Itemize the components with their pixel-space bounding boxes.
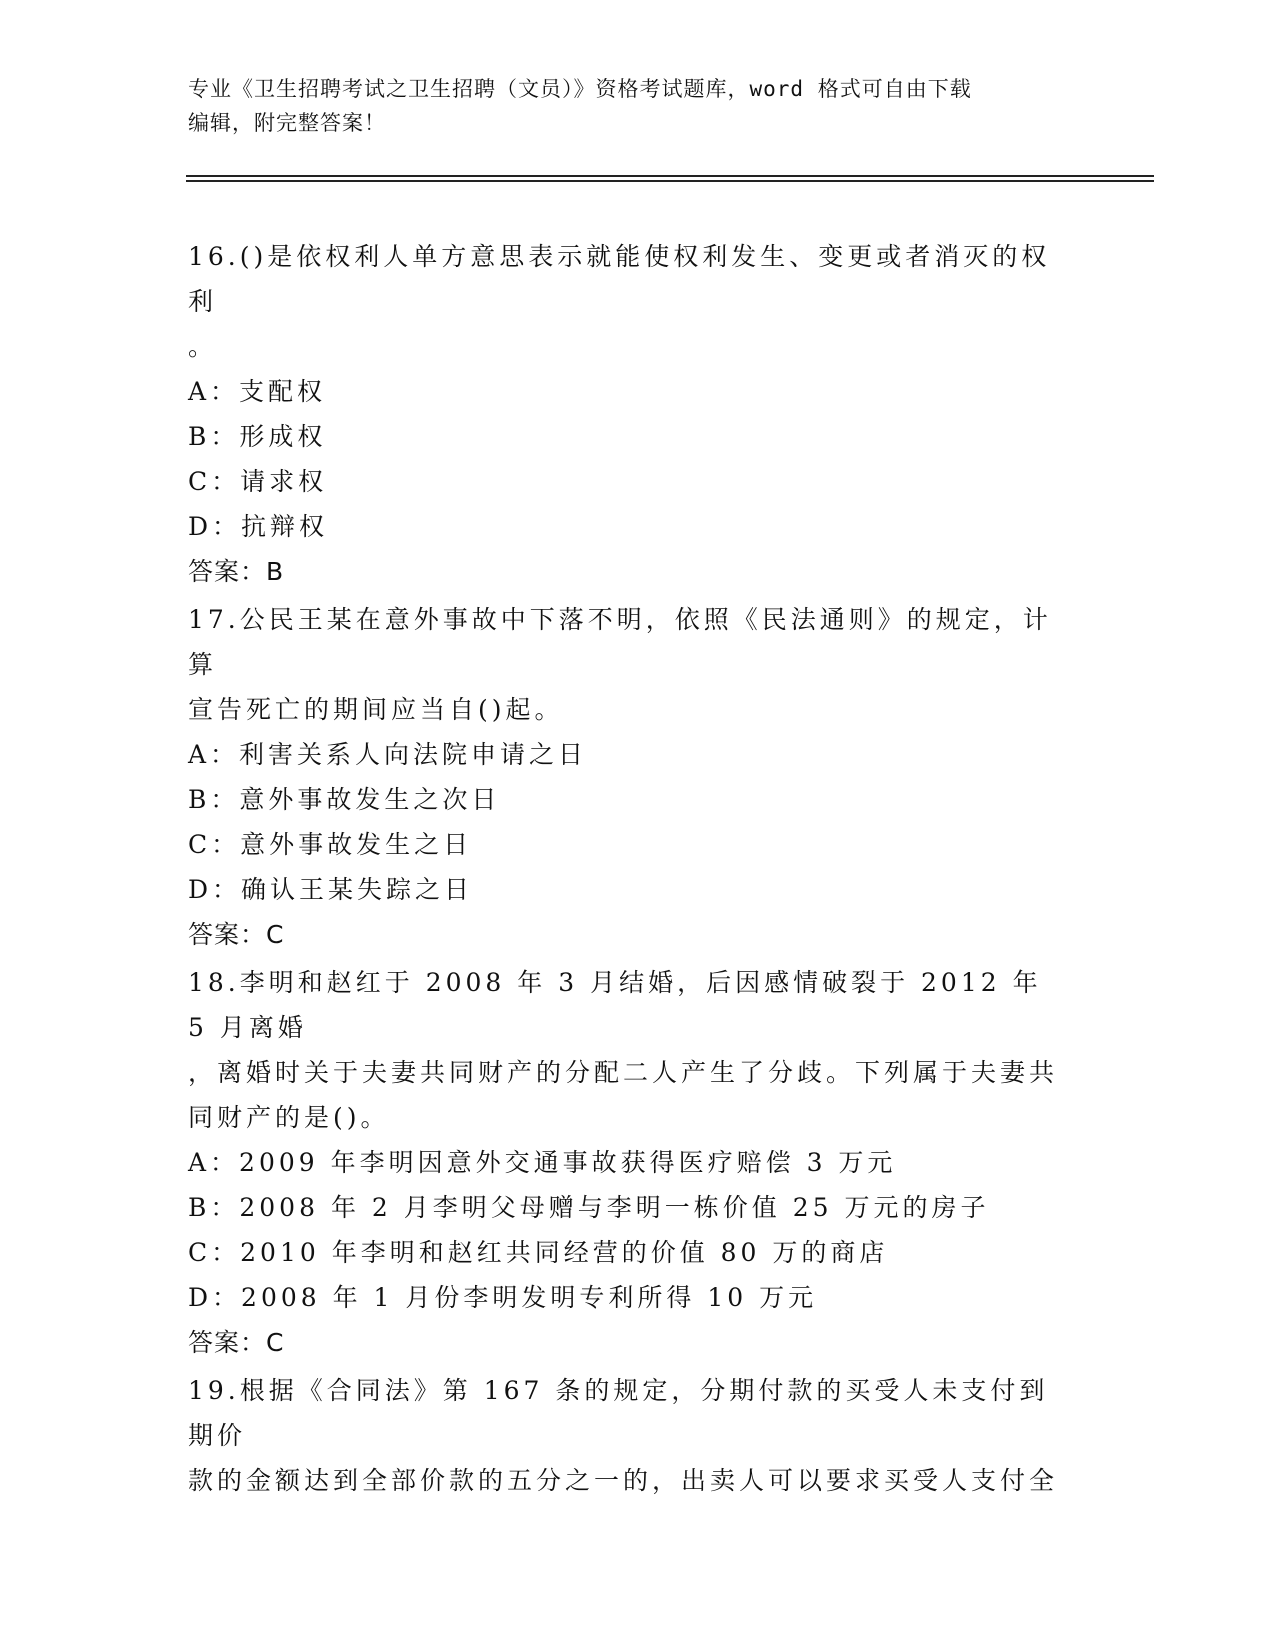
option-a: A：支配权 [188,377,327,406]
question-18 [188,960,1068,1365]
answer: 答案：C [188,920,285,949]
question-stem-line: 宣告死亡的期间应当自()起。 [188,695,564,724]
question-stem-line: 19.根据《合同法》第 167 条的规定，分期付款的买受人未支付到期价 [188,1376,1049,1450]
option-d: D：抗辩权 [188,512,329,541]
header-divider-top [186,175,1154,177]
question-stem-line: 款的金额达到全部价款的五分之一的，出卖人可以要求买受人支付全 [188,1466,1059,1495]
option-a: A：2009 年李明因意外交通事故获得医疗赔偿 3 万元 [188,1148,897,1177]
option-b: B：形成权 [188,422,327,451]
option-c: C：意外事故发生之日 [188,830,473,859]
question-stem-line: 同财产的是()。 [188,1103,390,1132]
answer: 答案：B [188,557,285,586]
header-line-2: 编辑，附完整答案！ [188,111,386,135]
question-19 [188,1368,1068,1503]
option-c: C：2010 年李明和赵红共同经营的价值 80 万的商店 [188,1238,889,1267]
header-divider-bottom [186,180,1154,182]
question-stem-line: 17.公民王某在意外事故中下落不明，依照《民法通则》的规定，计算 [188,605,1052,679]
option-a: A：利害关系人向法院申请之日 [188,740,588,769]
option-c: C：请求权 [188,467,328,496]
question-stem-line: ，离婚时关于夫妻共同财产的分配二人产生了分歧。下列属于夫妻共 [188,1058,1059,1087]
question-stem-line: 16.()是依权利人单方意思表示就能使权利发生、变更或者消灭的权利 [188,242,1051,316]
option-b: B：2008 年 2 月李明父母赠与李明一栋价值 25 万元的房子 [188,1193,990,1222]
option-d: D：确认王某失踪之日 [188,875,474,904]
option-b: B：意外事故发生之次日 [188,785,501,814]
question-stem-line: 。 [188,332,218,361]
header-line-1: 专业《卫生招聘考试之卫生招聘（文员）》资格考试题库，word 格式可自由下载 [188,77,972,101]
question-17 [188,597,1068,957]
document-header [188,72,1068,140]
answer: 答案：C [188,1328,285,1357]
question-stem-line: 18.李明和赵红于 2008 年 3 月结婚，后因感情破裂于 2012 年 5 月离婚 [188,968,1042,1042]
question-16 [188,234,1068,594]
option-d: D：2008 年 1 月份李明发明专利所得 10 万元 [188,1283,818,1312]
